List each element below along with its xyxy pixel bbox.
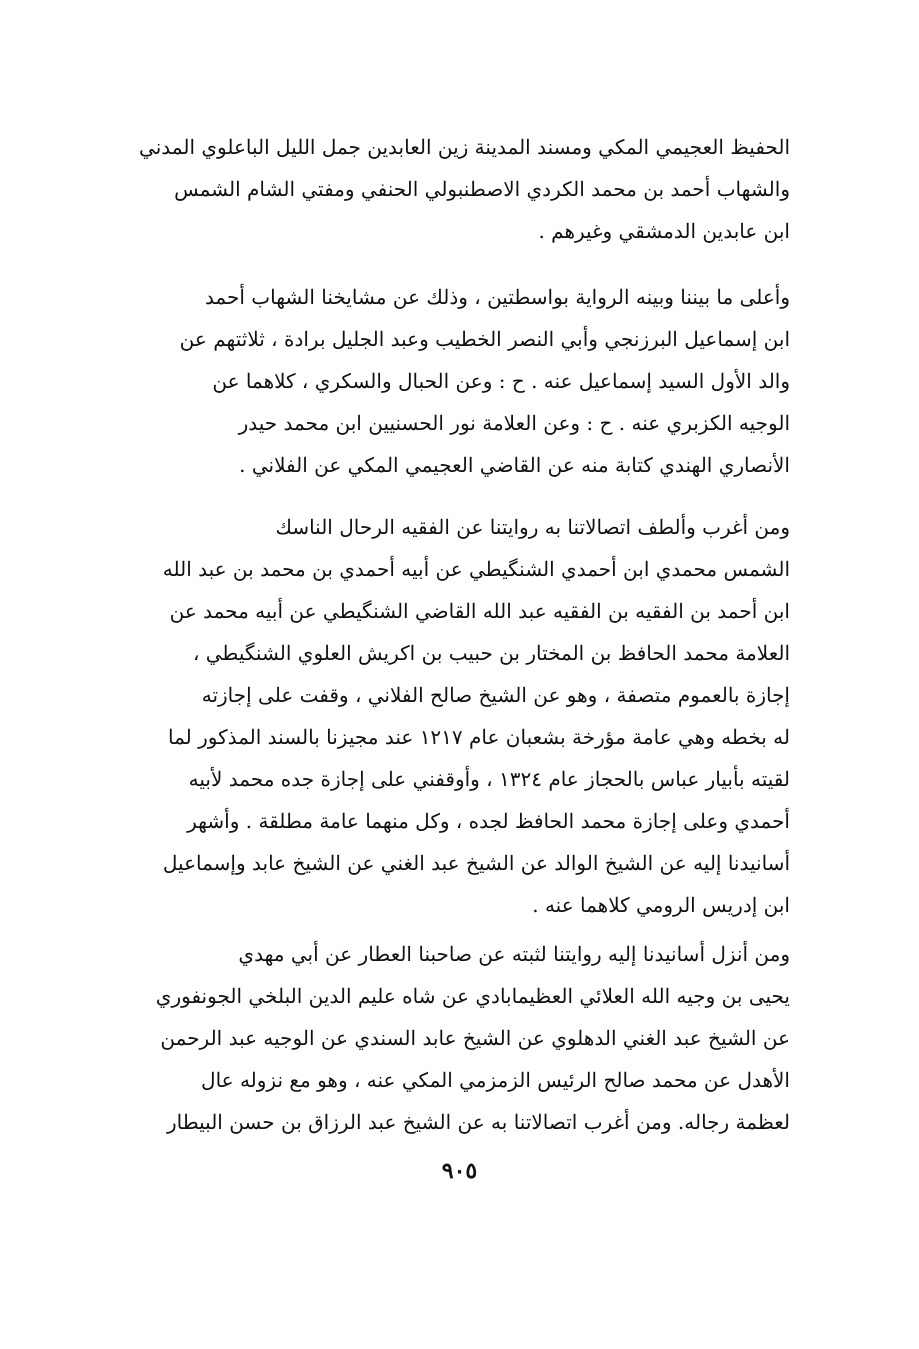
text-line: لعظمة رجاله. ومن أغرب اتصالاتنا به عن الشيخ عبد الرزاق بن حسن البيطار [166,1110,790,1134]
text-line: العلامة محمد الحافظ بن المختار بن حبيب بن اكريش العلوي الشنگيطي ، [192,641,790,665]
text-line: ابن إسماعيل البرزنجي وأبي النصر الخطيب وعبد الجليل برادة ، ثلاثتهم عن [179,327,790,351]
text-line: عن الشيخ عبد الغني الدهلوي عن الشيخ عابد السندي عن الوجيه عبد الرحمن [160,1026,790,1050]
text-line: ابن عابدين الدمشقي وغيرهم . [538,219,790,243]
text-line: إجازة بالعموم متصفة ، وهو عن الشيخ صالح الفلاني ، وقفت على إجازته [201,683,790,707]
text-line: ومن أنزل أسانيدنا إليه روايتنا لثبته عن صاحبنا العطار عن أبي مهدي [238,942,790,966]
paragraph-4 [128,933,790,1143]
text-line: الشمس محمدي ابن أحمدي الشنگيطي عن أبيه أحمدي بن محمد بن عبد الله [162,557,790,581]
text-line: أحمدي وعلى إجازة محمد الحافظ لجده ، وكل منهما عامة مطلقة . وأشهر [187,809,790,833]
text-line: الأنصاري الهندي كتابة منه عن القاضي العجيمي المكي عن الفلاني . [239,453,790,477]
text-line: ابن إدريس الرومي كلاهما عنه . [532,893,790,917]
text-line: لقيته بأبيار عباس بالحجاز عام ١٣٢٤ ، وأوقفني على إجازة جده محمد لأبيه [188,767,790,791]
text-line: والد الأول السيد إسماعيل عنه . ح : وعن الحبال والسكري ، كلاهما عن [212,369,790,393]
text-line: أسانيدنا إليه عن الشيخ الوالد عن الشيخ عبد الغني عن الشيخ عابد وإسماعيل [162,851,790,875]
text-line: وأعلى ما بيننا وبينه الرواية بواسطتين ، وذلك عن مشايخنا الشهاب أحمد [204,285,790,309]
paragraph-3 [128,506,790,926]
page-number: ٩٠٥ [441,1158,478,1184]
text-line: ابن أحمد بن الفقيه بن الفقيه عبد الله القاضي الشنگيطي عن أبيه محمد عن [169,599,790,623]
text-line: الحفيظ العجيمي المكي ومسند المدينة زين العابدين جمل الليل الباعلوي المدني [139,135,790,159]
text-line: ومن أغرب وألطف اتصالاتنا به روايتنا عن الفقيه الرحال الناسك [275,515,790,539]
text-line: الوجيه الكزبري عنه . ح : وعن العلامة نور الحسنيين ابن محمد حيدر [238,411,790,435]
text-line: الأهدل عن محمد صالح الرئيس الزمزمي المكي عنه ، وهو مع نزوله عال [201,1068,790,1092]
text-line: يحيى بن وجيه الله العلائي العظيمابادي عن شاه عليم الدين البلخي الجونفوري [155,984,790,1008]
paragraph-2 [128,276,790,486]
paragraph-1 [128,126,790,252]
text-line: له بخطه وهي عامة مؤرخة بشعبان عام ١٢١٧ عند مجيزنا بالسند المذكور لما [167,725,790,749]
text-line: والشهاب أحمد بن محمد الكردي الاصطنبولي الحنفي ومفتي الشام الشمس [174,177,790,201]
